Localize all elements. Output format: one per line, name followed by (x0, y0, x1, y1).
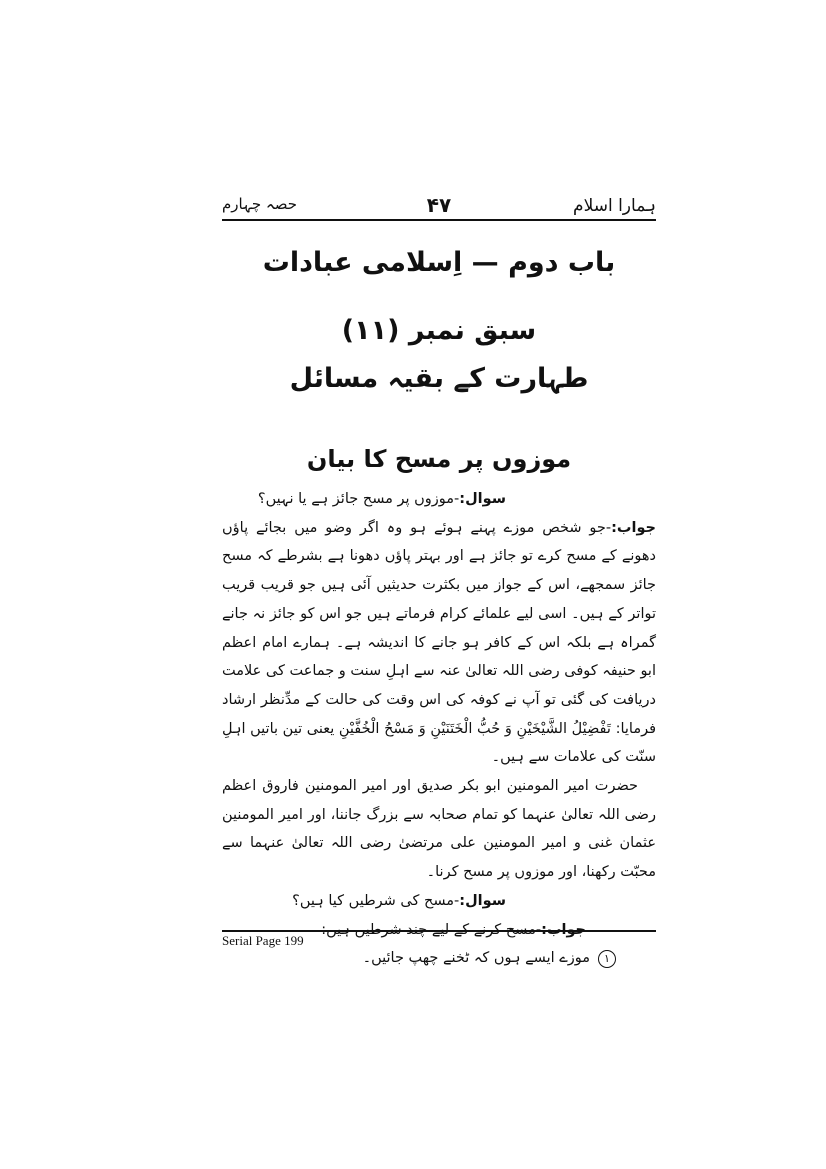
serial-page-footer: Serial Page 199 (222, 933, 304, 948)
item-text: موزے ایسے ہوں کہ ٹخنے چھپ جائیں۔ (362, 950, 590, 967)
section-heading: موزوں پر مسح کا بیان (306, 445, 572, 473)
question-label: سوال: (459, 491, 506, 507)
question-label: سوال: (459, 892, 506, 909)
book-title: ہمارا اسلام (573, 196, 656, 216)
answer-tail: یعنی تین باتیں اہلِ سنّت کی علامات سے ہیں۔ (222, 720, 656, 766)
title-block (222, 243, 656, 399)
answer-1-paragraph-2: حضرت امیر المومنین ابو بکر صدیق اور امیر المومنین فاروق اعظم رضی اللہ تعالیٰ عنہما کو تمام صحابہ سے بزرگ جاننا، اور امیر المومنین عثمان غنی و امیر المومنین علی مرتضیٰ رضی اللہ تعالیٰ عنہما سے محبّت رکھنا، اور موزوں پر مسح کرنا۔ (222, 778, 656, 881)
question-2 (222, 887, 656, 916)
page-number: ۴۷ (426, 193, 452, 217)
arabic-quote: تَفْضِیْلُ الشَّیْخَیْنِ وَ حُبُّ الْخَتَنَیْنِ وَ مَسْحُ الْخُفَّیْنِ (338, 720, 611, 737)
chapter-title: باب دوم — اِسلامی عبادات (262, 247, 616, 278)
question-text: -مسح کی شرطیں کیا ہیں؟ (292, 892, 460, 909)
running-header (222, 195, 656, 219)
part-label: حصہ چہارم (222, 195, 297, 213)
header-rule (222, 219, 656, 221)
question-text: -موزوں پر مسح جائز ہے یا نہیں؟ (257, 491, 460, 507)
topic-title: طہارت کے بقیہ مسائل (289, 363, 589, 394)
body-text (222, 485, 656, 973)
answer-1 (222, 514, 656, 772)
answer-text: -جو شخص موزے پہنے ہوئے ہو وہ اگر وضو میں بجائے پاؤں دھونے کے مسح کرے تو جائز ہے اور بہتر پاؤں دھونا ہے بشرطے کہ مسح جائز سمجھے، اس کے جواز میں بکثرت حدیثیں آئی ہیں جو قریب قریب تواتر کے ہیں۔ اسی لیے علمائے کرام فرماتے ہیں جو اس کو جائز نہ جانے گمراہ ہے بلکہ اس کے کافر ہو جانے کا اندیشہ ہے۔ ہمارے امام اعظم ابو حنیفہ کوفی رضی اللہ تعالیٰ عنہ سے اہلِ سنت و جماعت کی علامت دریافت کی گئی تو آپ نے کوفہ کی اس وقت کی حالت کے مدِّنظر ارشاد فرمایا: (222, 519, 657, 737)
item-number: ۱ (598, 950, 616, 968)
answer-label: جواب: (611, 519, 656, 536)
question-1 (222, 485, 656, 514)
footer-rule (222, 930, 656, 932)
lesson-title: سبق نمبر (۱۱) (341, 315, 537, 346)
